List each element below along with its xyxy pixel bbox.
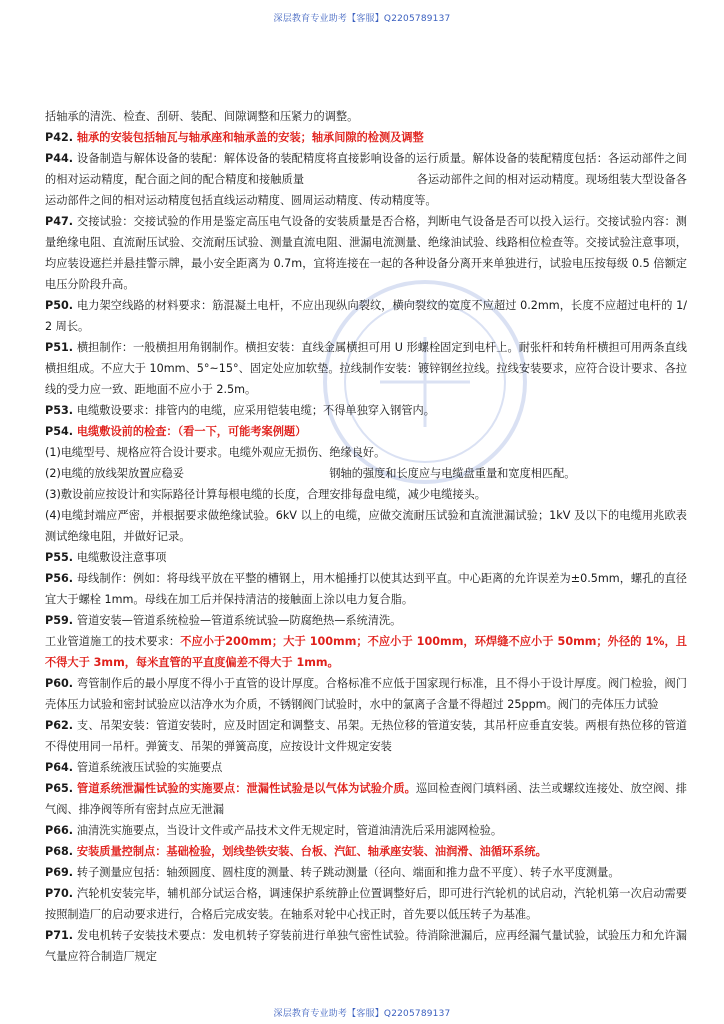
body-text: 巡回检查阀门填料函、法兰或螺纹连接处、放空阀、排气阀、排净阀等所有密封点应无泄漏 (45, 782, 687, 816)
paragraph (45, 883, 687, 925)
paragraph (45, 106, 687, 127)
section-label: P60. (45, 677, 78, 690)
highlight-text: 电缆敷设前的检查：（看一下，可能考案例题） (76, 425, 307, 438)
body-text: (1)电缆型号、规格应符合设计要求。电缆外观应无损伤、绝缘良好。 (45, 446, 386, 459)
paragraph (45, 568, 687, 610)
body-text: 横担制作：一般横担用角钢制作。横担安装：直线金属横担可用 U 形螺栓固定到电杆上。耐张杆和转角杆横担可用两条直线横担组成。不应大于 10mm、5°~15°、固定处应加软垫。拉线制作安装：镀锌钢丝拉线。拉线安装要求，应符合设计要求、各拉线的受力应一致、距地面不应小于 2.5m。 (45, 341, 687, 396)
body-text: 母线制作：例如：将母线平放在平整的槽钢上，用木槌捶打以使其达到平直。中心距离的允许误差为±0.5mm，螺孔的直径宜大于螺栓 1mm。母线在加工后并保持清洁的接触面上涂以电力复合脂。 (45, 572, 687, 606)
body-text: 设备制造与解体设备的装配：解体设备的装配精度将直接影响设备的运行质量。解体设备的装配精度包括：各运动部件之间的相对运动精度，配合面之间的配合精度和接触质量 各运动部件之间的相对运动精度。现场组装大型设备各运动部件之间的相对运动精度包括直线运动精度、圆周运动精度、传动精度等。 (45, 152, 687, 207)
section-label: P70. (45, 887, 78, 900)
paragraph (45, 400, 687, 421)
section-label: P68. (45, 845, 77, 858)
paragraph (45, 673, 687, 715)
section-label: P47. (45, 215, 78, 228)
paragraph (45, 820, 687, 841)
section-label: P42. (45, 131, 77, 144)
page-header: 深层教育专业助考【客服】Q2205789137 (273, 14, 451, 24)
highlight-text: 不应小于200mm；大于 100mm；不应小于 100mm，环焊缝不应小于 50mm；外径的 1%，且不得大于 3mm，每米直管的平直度偏差不得大于 1mm。 (45, 635, 687, 669)
page-footer: 深层教育专业助考【客服】Q2205789137 (273, 1009, 451, 1019)
section-label: P53. (45, 404, 77, 417)
paragraph (45, 631, 687, 673)
body-text: 电缆敷设注意事项 (76, 551, 167, 564)
body-text: 电缆敷设要求：排管内的电缆，应采用铠装电缆；不得单独穿入钢管内。 (76, 404, 435, 417)
paragraph (45, 505, 687, 547)
section-label: P69. (45, 866, 77, 879)
section-label: P56. (45, 572, 77, 585)
section-label: P64. (45, 761, 77, 774)
section-label: P55. (45, 551, 77, 564)
body-text: 转子测量应包括：轴颈圆度、圆柱度的测量、转子跳动测量（径向、端面和推力盘不平度）、转子水平度测量。 (76, 866, 620, 879)
paragraph (45, 442, 687, 463)
body-text: 汽轮机安装完毕，辅机部分试运合格，调速保护系统静止位置调整好后，即可进行汽轮机的试启动，汽轮机第一次启动需要按照制造厂的启动要求进行，合格后完成安装。在轴系对轮中心找正时，首先要以低压转子为基准。 (45, 887, 687, 921)
section-label: P51. (45, 341, 77, 354)
paragraph (45, 925, 687, 967)
body-text: 交接试验：交接试验的作用是鉴定高压电气设备的安装质量是否合格，判断电气设备是否可以投入运行。交接试验内容：测量绝缘电阻、直流耐压试验、交流耐压试验、测量直流电阻、泄漏电流测量、绝缘油试验、线路相位检查等。交接试验注意事项，均应装设遮拦并悬挂警示牌，最小安全距离为 0.7m，宜将连接在一起的各种设备分离开来单独进行，试验电压按每级 0.5 倍额定电压分阶段升高。 (45, 215, 687, 291)
paragraph (45, 547, 687, 568)
paragraph (45, 337, 687, 400)
section-label: P59. (45, 614, 77, 627)
highlight-text: 轴承的安装包括轴瓦与轴承座和轴承盖的安装；轴承间隙的检测及调整 (76, 131, 424, 144)
body-text: 管道系统液压试验的实施要点 (76, 761, 223, 774)
body-text: 发电机转子安装技术要点：发电机转子穿装前进行单独气密性试验。待消除泄漏后，应再经漏气量试验，试验压力和允许漏气量应符合制造厂规定 (45, 929, 687, 963)
paragraph (45, 211, 687, 295)
paragraph (45, 127, 687, 148)
body-text: 工业管道施工的技术要求： (45, 635, 181, 648)
paragraph (45, 421, 687, 442)
body-text: 电力架空线路的材料要求：筋混凝土电杆，不应出现纵向裂纹，横向裂纹的宽度不应超过 0.2mm，长度不应超过电杆的 1/2 周长。 (45, 299, 687, 333)
body-text: (3)敷设前应按设计和实际路径计算每根电缆的长度，合理安排每盘电缆，减少电缆接头。 (45, 488, 486, 501)
paragraph (45, 841, 687, 862)
paragraph (45, 862, 687, 883)
highlight-text: 安装质量控制点：基础检验，划线垫铁安装、台板、汽缸、轴承座安装、油润滑、油循环系统。 (76, 845, 547, 858)
section-label: P44. (45, 152, 78, 165)
body-text: 支、吊架安装：管道安装时，应及时固定和调整支、吊架。无热位移的管道安装，其吊杆应垂直安装。两根有热位移的管道不得使用同一吊杆。弹簧支、吊架的弹簧高度，应按设计文件规定安装 (45, 719, 687, 753)
body-text: (2)电缆的放线架放置应稳妥 钢轴的强度和长度应与电缆盘重量和宽度相匹配。 (45, 467, 576, 480)
body-text: (4)电缆封端应严密，并根据要求做绝缘试验。6kV 以上的电缆，应做交流耐压试验和直流泄漏试验；1kV 及以下的电缆用兆欧表测试绝缘电阻，并做好记录。 (45, 509, 687, 543)
paragraph (45, 715, 687, 757)
body-text: 括轴承的清洗、检查、刮研、装配、间隙调整和压紧力的调整。 (45, 110, 359, 123)
paragraph (45, 778, 687, 820)
body-text: 管道安装—管道系统检验—管道系统试验—防腐绝热—系统清洗。 (76, 614, 402, 627)
section-label: P50. (45, 299, 77, 312)
paragraph (45, 484, 687, 505)
highlight-text: 管道系统泄漏性试验的实施要点：泄漏性试验是以气体为试验介质。 (77, 782, 416, 795)
section-label: P62. (45, 719, 78, 732)
paragraph (45, 463, 687, 484)
section-label: P66. (45, 824, 77, 837)
section-label: P71. (45, 929, 78, 942)
paragraph (45, 610, 687, 631)
paragraph (45, 295, 687, 337)
paragraph (45, 148, 687, 211)
paragraph (45, 757, 687, 778)
body-text: 油清洗实施要点，当设计文件或产品技术文件无规定时，管道油清洗后采用滤网检验。 (76, 824, 503, 837)
document-body (45, 106, 687, 967)
section-label: P65. (45, 782, 78, 795)
section-label: P54. (45, 425, 77, 438)
body-text: 弯管制作后的最小厚度不得小于直管的设计厚度。合格标准不应低于国家现行标准，且不得小于设计厚度。阀门检验，阀门壳体压力试验和密封试验应以洁净水为介质，不锈钢阀门试验时，水中的氯离子含量不得超过 25ppm。阀门的壳体压力试验 (45, 677, 687, 711)
